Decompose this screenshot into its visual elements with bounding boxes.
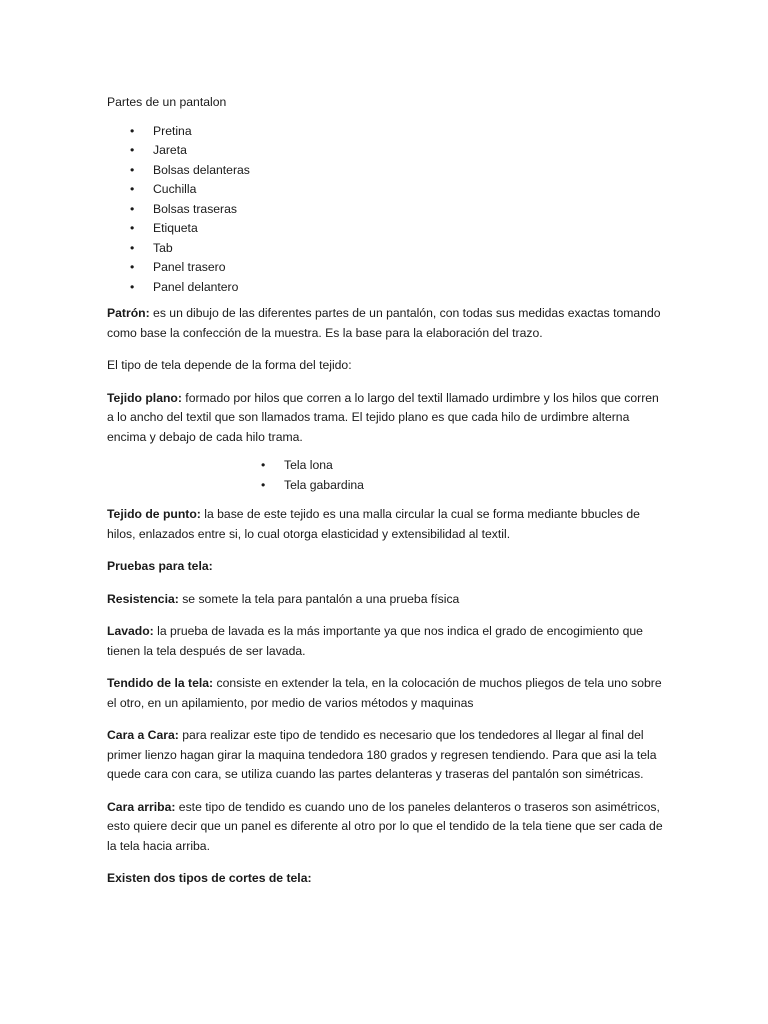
part-label: Tab bbox=[153, 240, 173, 255]
list-item bbox=[107, 239, 667, 259]
cara-a-cara-text: para realizar este tipo de tendido es necesario que los tendedores al llegar al final del primer lienzo hagan girar la maquina tendedora 180 grados y regresen tendiendo. Para que asi la tela quede cara con cara, se utiliza cuando las partes delanteras y traseras del pantalón son simétricas. bbox=[107, 728, 657, 781]
cara-arriba-text: este tipo de tendido es cuando uno de los paneles delanteros o traseros son asimétricos, esto quiere decir que un panel es diferente al otro por lo que el tendido de la tela tiene que ser cada de la tela hacia arriba. bbox=[107, 799, 663, 853]
patron-paragraph bbox=[107, 304, 667, 343]
list-item bbox=[107, 122, 667, 142]
list-item bbox=[107, 476, 667, 496]
bullet-icon: • bbox=[130, 240, 135, 255]
tejido-plano-text: formado por hilos que corren a lo largo del textil llamado urdimbre y los hilos que corren a lo ancho del textil que son llamados trama. El tejido plano es que cada hilo de urdimbre alterna encima y debajo de cada hilo trama. bbox=[107, 390, 659, 444]
list-item bbox=[107, 141, 667, 161]
lavado-paragraph bbox=[107, 622, 667, 661]
tejido-plano-paragraph bbox=[107, 389, 667, 448]
document-title: Partes de un pantalon bbox=[107, 95, 227, 109]
tejido-plano-term: Tejido plano: bbox=[107, 390, 182, 405]
bullet-icon: • bbox=[130, 162, 135, 177]
bullet-icon: • bbox=[130, 143, 135, 157]
pruebas-heading: Pruebas para tela: bbox=[107, 559, 213, 573]
bullet-icon: • bbox=[130, 123, 135, 138]
list-item bbox=[107, 180, 667, 200]
bullet-icon: • bbox=[130, 221, 135, 235]
part-label: Bolsas traseras bbox=[153, 201, 237, 216]
tendido-term: Tendido de la tela: bbox=[107, 676, 214, 690]
bullet-icon: • bbox=[261, 458, 266, 472]
bullet-icon: • bbox=[130, 182, 135, 196]
cara-a-cara-term: Cara a Cara: bbox=[107, 728, 179, 742]
cara-arriba-paragraph bbox=[107, 798, 667, 857]
cara-arriba-term: Cara arriba: bbox=[107, 799, 176, 814]
part-label: Bolsas delanteras bbox=[153, 162, 250, 177]
parts-list bbox=[107, 122, 667, 298]
tendido-paragraph bbox=[107, 674, 667, 713]
list-item bbox=[107, 278, 667, 298]
list-item bbox=[107, 456, 667, 476]
resistencia-text: se somete la tela para pantalón a una prueba física bbox=[178, 591, 460, 606]
bullet-icon: • bbox=[261, 477, 266, 492]
list-item bbox=[107, 200, 667, 220]
cara-a-cara-paragraph bbox=[107, 726, 667, 785]
list-item bbox=[107, 161, 667, 181]
patron-text: es un dibujo de las diferentes partes de un pantalón, con todas sus medidas exactas tomando como base la confección de la muestra. Es la base para la elaboración del trazo. bbox=[107, 306, 661, 340]
lavado-text: la prueba de lavada es la más importante ya que nos indica el grado de encogimiento que tienen la tela después de ser lavada. bbox=[107, 624, 643, 658]
part-label: Cuchilla bbox=[153, 182, 197, 196]
bullet-icon: • bbox=[130, 260, 135, 274]
resistencia-term: Resistencia: bbox=[107, 591, 179, 606]
part-label: Pretina bbox=[153, 123, 192, 138]
list-item bbox=[107, 219, 667, 239]
lavado-term: Lavado: bbox=[107, 624, 154, 638]
part-label: Panel trasero bbox=[153, 260, 226, 274]
list-item bbox=[107, 258, 667, 278]
part-label: Jareta bbox=[153, 143, 187, 157]
tela-type-label: Tela lona bbox=[284, 458, 333, 472]
bullet-icon: • bbox=[130, 279, 135, 294]
patron-term: Patrón: bbox=[107, 306, 150, 320]
tejido-punto-term: Tejido de punto: bbox=[107, 507, 201, 521]
tela-intro: El tipo de tela depende de la forma del tejido: bbox=[107, 358, 352, 372]
tejido-punto-text: la base de este tejido es una malla circular la cual se forma mediante bbucles de hilos, enlazados entre si, lo cual otorga elasticidad y extensibilidad al textil. bbox=[107, 507, 640, 541]
cortes-heading: Existen dos tipos de cortes de tela: bbox=[107, 871, 312, 885]
bullet-icon: • bbox=[130, 201, 135, 216]
tendido-text: consiste en extender la tela, en la colocación de muchos pliegos de tela uno sobre el otro, en un apilamiento, por medio de varios métodos y maquinas bbox=[107, 676, 662, 710]
resistencia-paragraph bbox=[107, 590, 667, 610]
part-label: Panel delantero bbox=[153, 279, 239, 294]
tejido-punto-paragraph bbox=[107, 505, 667, 544]
document-page bbox=[107, 93, 667, 902]
tela-type-label: Tela gabardina bbox=[284, 477, 364, 492]
part-label: Etiqueta bbox=[153, 221, 198, 235]
tela-types-list bbox=[107, 456, 667, 495]
